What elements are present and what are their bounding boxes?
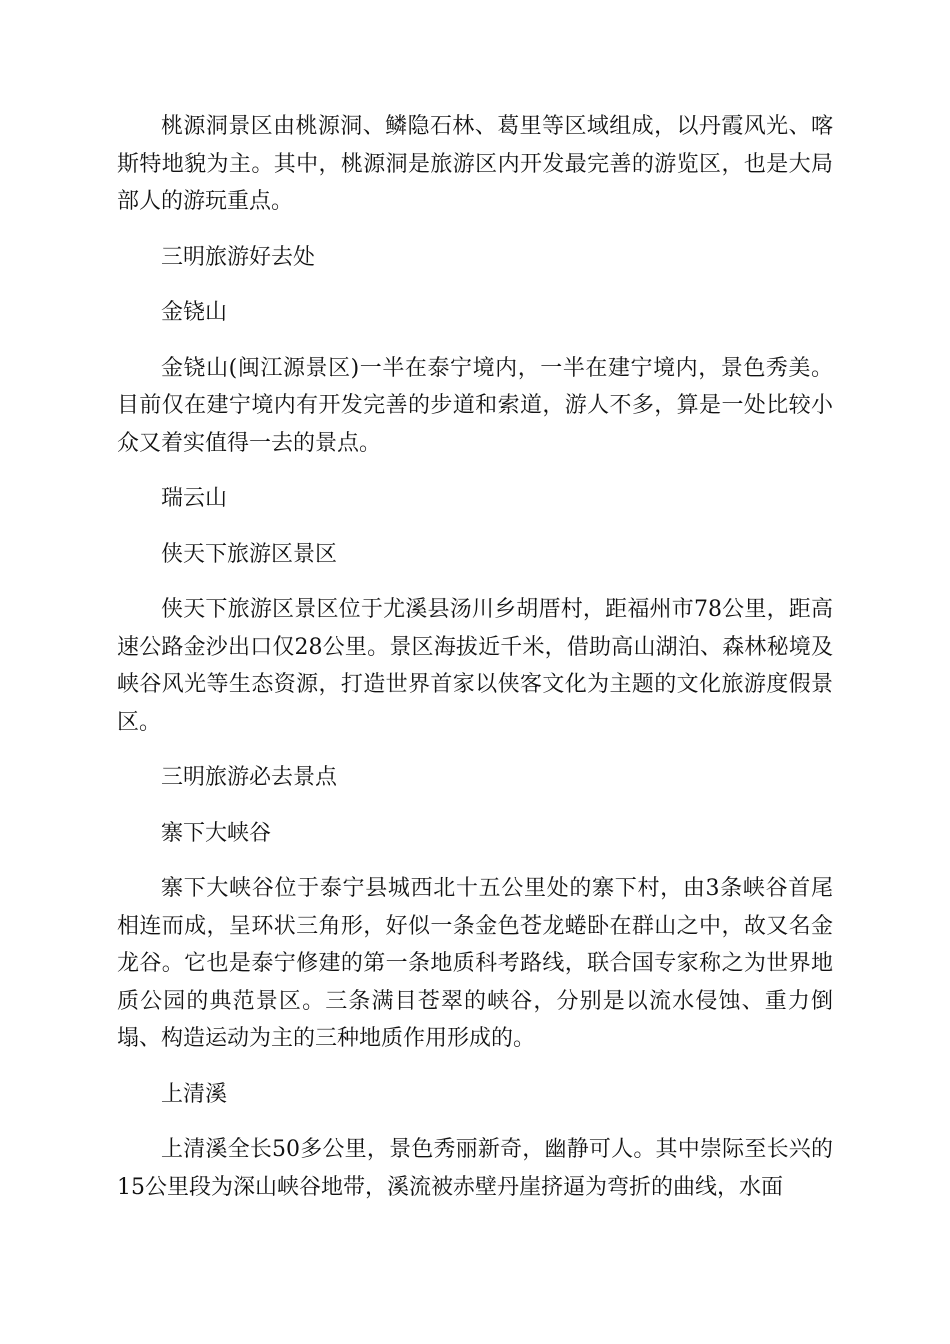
paragraph-xiatianxia: 侠天下旅游区景区位于尤溪县汤川乡胡厝村，距福州市78公里，距高速公路金沙出口仅28公里。景区海拔近千米，借助高山湖泊、森林秘境及峡谷风光等生态资源，打造世界首家以侠客文化为主题的文化旅游度假景区。 [117,597,833,735]
heading-sanming-must-see: 三明旅游必去景点 [161,765,338,790]
heading-sanming-travel-places: 三明旅游好去处 [161,244,316,270]
paragraph-shangqingxi: 上清溪全长50多公里，景色秀丽新奇，幽静可人。其中崇际至长兴的15公里段为深山峡谷地带，溪流被赤壁丹崖挤逼为弯折的曲线，水面 [117,1137,833,1200]
paragraph-jinnaoshan: 金铙山(闽江源景区)一半在泰宁境内，一半在建宁境内，景色秀美。目前仅在建宁境内有开发完善的步道和索道，游人不多，算是一处比较小众又着实值得一去的景点。 [117,355,833,456]
paragraph-zhaixia-canyon: 寨下大峡谷位于泰宁县城西北十五公里处的寨下村，由3条峡谷首尾相连而成，呈环状三角形，好似一条金色苍龙蜷卧在群山之中，故又名金龙谷。它也是泰宁修建的第一条地质科考路线，联合国专家称之为世界地质公园的典范景区。三条满目苍翠的峡谷，分别是以流水侵蚀、重力倒塌、构造运动为主的三种地质作用形成的。 [117,876,833,1051]
heading-shangqingxi: 上清溪 [161,1081,228,1107]
document-body [117,108,833,1224]
heading-jinnaoshan: 金铙山 [161,300,228,325]
paragraph-taoyuandong: 桃源洞景区由桃源洞、鳞隐石林、葛里等区域组成，以丹霞风光、喀斯特地貌为主。其中，桃源洞是旅游区内开发最完善的游览区，也是大局部人的游玩重点。 [117,114,833,214]
heading-zhaixia-canyon: 寨下大峡谷 [161,820,272,846]
heading-ruiyunshan: 瑞云山 [161,486,228,511]
heading-xiatianxia: 侠天下旅游区景区 [161,541,338,567]
